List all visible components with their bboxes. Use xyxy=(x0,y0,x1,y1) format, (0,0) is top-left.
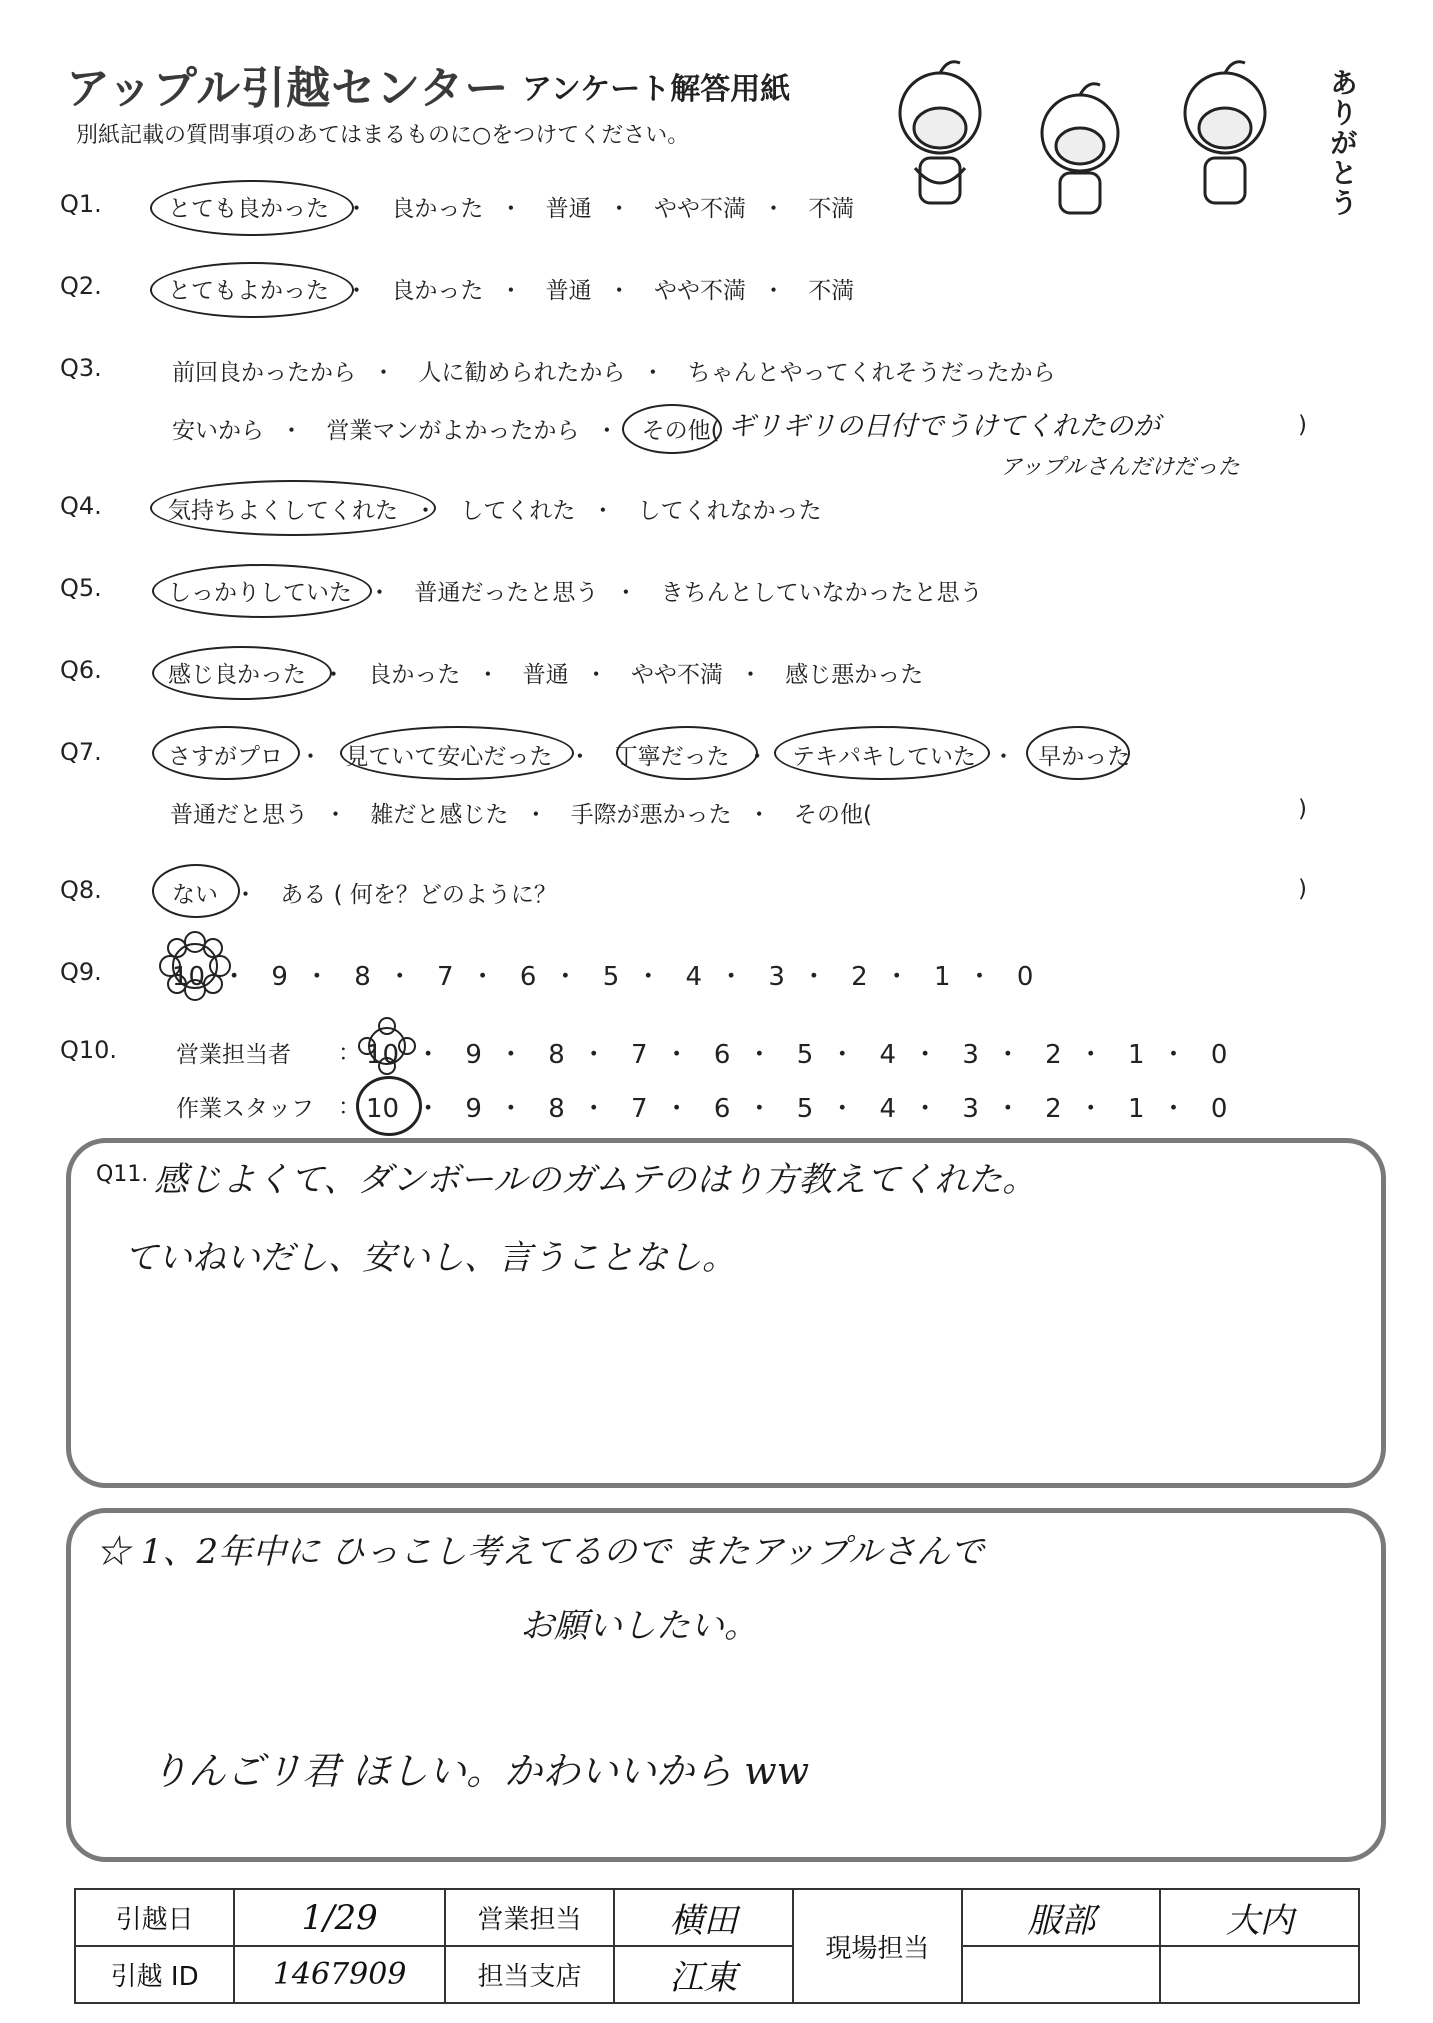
sales-label: 営業担当 xyxy=(445,1889,614,1946)
q1-option[interactable]: 普通 xyxy=(545,196,592,222)
q7-option-other[interactable]: その他( xyxy=(793,802,872,828)
q6-option[interactable]: 感じ悪かった xyxy=(785,662,924,688)
q7-label: Q7. xyxy=(60,738,102,766)
comment-line3: りんごリ君 ほしい。かわいいから ww xyxy=(150,1749,810,1793)
q10-staff-score[interactable]: 0 xyxy=(1210,1094,1228,1124)
q9-score[interactable]: 6 xyxy=(519,962,537,992)
move-id-label: 引越 ID xyxy=(75,1946,234,2003)
q7-selection-circle xyxy=(616,726,758,780)
site-staff-1: 服部 xyxy=(962,1889,1161,1946)
move-date-value: 1/29 xyxy=(234,1889,445,1946)
q10-staff-score[interactable]: 4 xyxy=(879,1094,897,1124)
q6-selection-circle xyxy=(152,646,332,700)
q5-option[interactable]: 普通だったと思う xyxy=(414,580,599,606)
q2-option[interactable]: 良かった xyxy=(391,278,484,304)
q10-staff-score[interactable]: 10 xyxy=(366,1094,400,1124)
q9-score[interactable]: 5 xyxy=(602,962,620,992)
instruction-text: 別紙記載の質問事項のあてはまるものに○をつけてください。 xyxy=(76,123,690,148)
q4-label: Q4. xyxy=(60,492,102,520)
site-staff-empty xyxy=(962,1946,1161,2003)
branch-value: 江東 xyxy=(614,1946,793,2003)
q3-option[interactable]: 前回良かったから xyxy=(172,360,356,386)
q9-score[interactable]: 0 xyxy=(1016,962,1034,992)
q10-sales-score[interactable]: 0 xyxy=(1210,1040,1228,1070)
q9-score[interactable]: 3 xyxy=(768,962,785,992)
q8-selection-circle xyxy=(152,864,240,918)
q4-options: 気持ちよくしてくれた ・ してくれた ・ してくれなかった xyxy=(168,498,822,524)
q5-options: しっかりしていた ・ 普通だったと思う ・ きちんとしていなかったと思う xyxy=(168,580,983,606)
q10-staff-scale: 10 ・ 9 ・ 8 ・ 7 ・ 6 ・ 5 ・ 4 ・ 3 ・ 2 ・ 1 ・ 0 xyxy=(366,1094,1228,1124)
q7-selection-circle xyxy=(152,726,300,780)
q7-options-line1: さすがプロ ・ 見ていて安心だった ・ 丁寧だった ・ テキパキしていた ・ 早かった xyxy=(168,744,1131,770)
q3-options-line1: 前回良かったから ・ 人に勧められたから ・ ちゃんとやってくれそうだったから xyxy=(172,360,1056,386)
thanks-text: ありがとう xyxy=(1326,68,1359,218)
q8-options: ない ・ ある ( 何を？どのように？ xyxy=(172,882,557,908)
q7-options-line2: 普通だと思う ・ 雑だと感じた ・ 手際が悪かった ・ その他( xyxy=(170,802,872,828)
q5-option[interactable]: しっかりしていた xyxy=(168,580,352,606)
q9-score[interactable]: 9 xyxy=(271,962,288,992)
q10-staff-colon: ： xyxy=(338,1094,361,1120)
sales-value: 横田 xyxy=(614,1889,793,1946)
q10-sales-score[interactable]: 8 xyxy=(548,1040,565,1070)
q6-option[interactable]: 良かった xyxy=(368,662,461,688)
form-subtitle: アンケート解答用紙 xyxy=(522,72,791,107)
q8-label: Q8. xyxy=(60,876,102,904)
q10-sales-scale: 10 ・ 9 ・ 8 ・ 7 ・ 6 ・ 5 ・ 4 ・ 3 ・ 2 ・ 1 ・ 0 xyxy=(366,1040,1228,1070)
q4-option[interactable]: 気持ちよくしてくれた xyxy=(168,498,398,524)
q3-option[interactable]: 安いから xyxy=(172,418,264,444)
q10-staff-score[interactable]: 5 xyxy=(796,1094,814,1124)
q7-option[interactable]: さすがプロ xyxy=(168,744,283,770)
comment-line2: お願いしたい。 xyxy=(520,1606,758,1646)
q10-sales-label: 営業担当者 xyxy=(176,1042,291,1068)
q3-other-text-cont: アップルさんだけだった xyxy=(1000,455,1240,480)
site-label: 現場担当 xyxy=(793,1889,962,2003)
site-staff-2: 大内 xyxy=(1160,1889,1359,1946)
q7-option[interactable]: 丁寧だった xyxy=(614,744,730,770)
q7-option[interactable]: 手際が悪かった xyxy=(570,802,732,828)
q3-close-paren: ) xyxy=(1298,412,1307,438)
mascot-illustration xyxy=(870,48,1320,218)
q8-option[interactable]: ある ( 何を？どのように？ xyxy=(280,882,557,908)
q8-option[interactable]: ない xyxy=(172,882,218,908)
q7-option[interactable]: 雑だと感じた xyxy=(370,802,509,828)
q7-close-paren: ) xyxy=(1298,796,1307,822)
q1-selection-circle xyxy=(150,180,354,236)
q3-option[interactable]: 人に勧められたから xyxy=(418,360,626,386)
q9-score[interactable]: 2 xyxy=(851,962,868,992)
q10-staff-score[interactable]: 1 xyxy=(1128,1094,1145,1124)
q10-sales-score[interactable]: 5 xyxy=(796,1040,814,1070)
q10-sales-score[interactable]: 4 xyxy=(879,1040,897,1070)
q5-selection-circle xyxy=(152,564,372,618)
q4-selection-circle xyxy=(150,480,436,536)
q1-option[interactable]: とても良かった xyxy=(168,196,329,222)
q9-score[interactable]: 4 xyxy=(685,962,703,992)
q3-option[interactable]: ちゃんとやってくれそうだったから xyxy=(687,360,1056,386)
q10-sales-score[interactable]: 2 xyxy=(1045,1040,1062,1070)
site-staff-empty xyxy=(1160,1946,1359,2003)
q9-flower-circle xyxy=(148,930,242,1002)
q3-selection-circle xyxy=(622,404,722,454)
q10-staff-score[interactable]: 9 xyxy=(465,1094,482,1124)
q2-option[interactable]: とてもよかった xyxy=(168,278,329,304)
q10-sales-score[interactable]: 3 xyxy=(962,1040,979,1070)
q10-sales-score[interactable]: 7 xyxy=(631,1040,648,1070)
q5-option[interactable]: きちんとしていなかったと思う xyxy=(660,580,983,606)
q9-scale: 10 ・ 9 ・ 8 ・ 7 ・ 6 ・ 5 ・ 4 ・ 3 ・ 2 ・ 1 ・ 0 xyxy=(172,962,1034,992)
q6-option[interactable]: やや不満 xyxy=(630,662,723,688)
q3-option[interactable]: 営業マンがよかったから xyxy=(326,418,580,444)
q10-staff-score[interactable]: 8 xyxy=(548,1094,565,1124)
comment-line1: ☆ 1、2年中に ひっこし考えてるので またアップルさんで xyxy=(96,1532,984,1572)
q6-label: Q6. xyxy=(60,656,102,684)
q5-label: Q5. xyxy=(60,574,102,602)
q10-sales-score[interactable]: 6 xyxy=(713,1040,731,1070)
q3-label: Q3. xyxy=(60,354,102,382)
q10-sales-score[interactable]: 10 xyxy=(366,1040,400,1070)
q2-option[interactable]: 不満 xyxy=(808,278,855,304)
q10-staff-label: 作業スタッフ xyxy=(176,1096,314,1122)
q10-sales-flower-circle xyxy=(352,1014,422,1076)
q9-score[interactable]: 7 xyxy=(437,962,454,992)
q10-staff-score[interactable]: 3 xyxy=(962,1094,979,1124)
q11-answer-line2: ていねいだし、安いし、言うことなし。 xyxy=(124,1238,736,1278)
q11-label: Q11. xyxy=(96,1162,149,1187)
q3-other-text: ギリギリの日付でうけてくれたのが xyxy=(728,411,1160,442)
q7-option[interactable]: 普通だと思う xyxy=(170,802,308,828)
q3-options-line2: 安いから ・ 営業マンがよかったから ・ その他( xyxy=(172,418,720,444)
branch-label: 担当支店 xyxy=(445,1946,614,2003)
form-title: アップル引越センター xyxy=(66,63,510,114)
q6-option[interactable]: 普通 xyxy=(522,662,569,688)
q10-sales-colon: ： xyxy=(338,1040,361,1066)
q10-label: Q10. xyxy=(60,1036,118,1064)
q10-staff-selection-circle xyxy=(356,1076,422,1136)
q9-score[interactable]: 1 xyxy=(934,962,951,992)
q1-label: Q1. xyxy=(60,190,102,218)
q7-option[interactable]: 見ていて安心だった xyxy=(345,744,553,770)
q6-options: 感じ良かった ・ 良かった ・ 普通 ・ やや不満 ・ 感じ悪かった xyxy=(168,662,924,688)
q7-selection-circle xyxy=(1026,726,1130,780)
q7-option[interactable]: 早かった xyxy=(1038,744,1131,770)
q7-option[interactable]: テキパキしていた xyxy=(791,744,976,770)
q9-score[interactable]: 10 xyxy=(172,962,206,992)
q9-label: Q9. xyxy=(60,958,102,986)
q10-staff-score[interactable]: 2 xyxy=(1045,1094,1062,1124)
q9-score[interactable]: 8 xyxy=(354,962,371,992)
q7-selection-circle xyxy=(340,726,574,780)
q10-staff-score[interactable]: 7 xyxy=(631,1094,648,1124)
q1-option[interactable]: 不満 xyxy=(808,196,855,222)
move-id-value: 1467909 xyxy=(234,1946,445,2003)
q1-option[interactable]: やや不満 xyxy=(653,196,746,222)
q2-label: Q2. xyxy=(60,272,102,300)
q6-option[interactable]: 感じ良かった xyxy=(168,662,306,688)
q10-sales-score[interactable]: 9 xyxy=(465,1040,482,1070)
q8-close-paren: ) xyxy=(1298,876,1307,902)
footer-table xyxy=(74,1888,1360,2004)
q4-option[interactable]: してくれなかった xyxy=(637,498,822,524)
q2-option[interactable]: 普通 xyxy=(545,278,592,304)
q10-sales-score[interactable]: 1 xyxy=(1128,1040,1145,1070)
q2-selection-circle xyxy=(150,262,354,318)
q1-options: とても良かった ・ 良かった ・ 普通 ・ やや不満 ・ 不満 xyxy=(168,196,855,222)
q3-option-other[interactable]: その他( xyxy=(641,418,720,444)
q2-option[interactable]: やや不満 xyxy=(653,278,746,304)
q4-option[interactable]: してくれた xyxy=(460,498,576,524)
q11-answer-line1: 感じよくて、ダンボールのガムテのはり方教えてくれた。 xyxy=(154,1160,1037,1200)
q1-option[interactable]: 良かった xyxy=(391,196,484,222)
move-date-label: 引越日 xyxy=(75,1889,234,1946)
q10-staff-score[interactable]: 6 xyxy=(713,1094,731,1124)
q7-selection-circle xyxy=(774,726,990,780)
q2-options: とてもよかった ・ 良かった ・ 普通 ・ やや不満 ・ 不満 xyxy=(168,278,855,304)
